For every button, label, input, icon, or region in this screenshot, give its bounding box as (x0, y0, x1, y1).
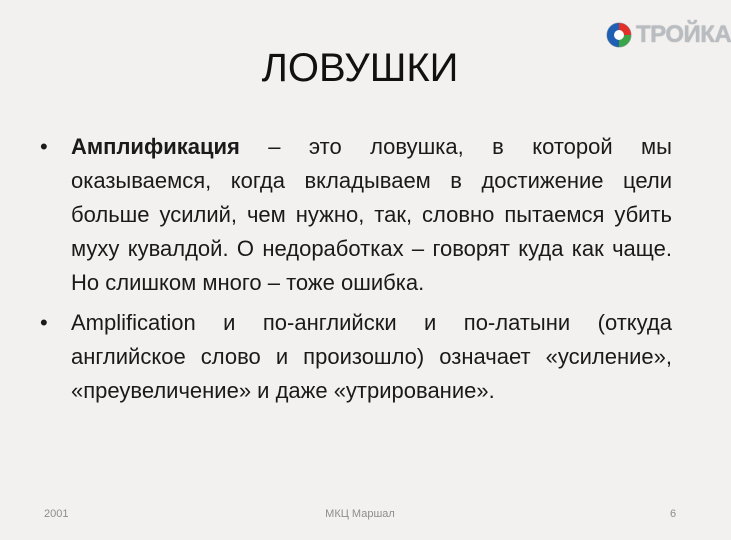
bullet-item (40, 306, 672, 408)
bullet-item (40, 130, 672, 300)
logo-text: ТРОЙКА (636, 21, 731, 48)
footer-date: 2001 (44, 508, 69, 520)
bullet-text: – это ловушка, в которой мы оказываемся, когда вкладываем в достижение цели больше усилий, чем нужно, так, словно пытаемся убить муху кувалдой. О недоработках – говорят куда как чаще. Но слишком много – тоже ошибка. (71, 134, 672, 295)
bullet-list (40, 130, 672, 408)
bullet-icon: • (40, 134, 48, 159)
bullet-term: Амплификация (71, 134, 240, 159)
footer-page-number: 6 (670, 508, 677, 520)
slide-title: ЛОВУШКИ (261, 46, 459, 90)
footer-organization: МКЦ Маршал (325, 508, 395, 520)
bullet-icon: • (40, 310, 48, 335)
bullet-text: Amplification и по-английски и по-латыни (откуда английское слово и произошло) означает «усиление», «преувеличение» и даже «утрирование». (71, 310, 672, 403)
